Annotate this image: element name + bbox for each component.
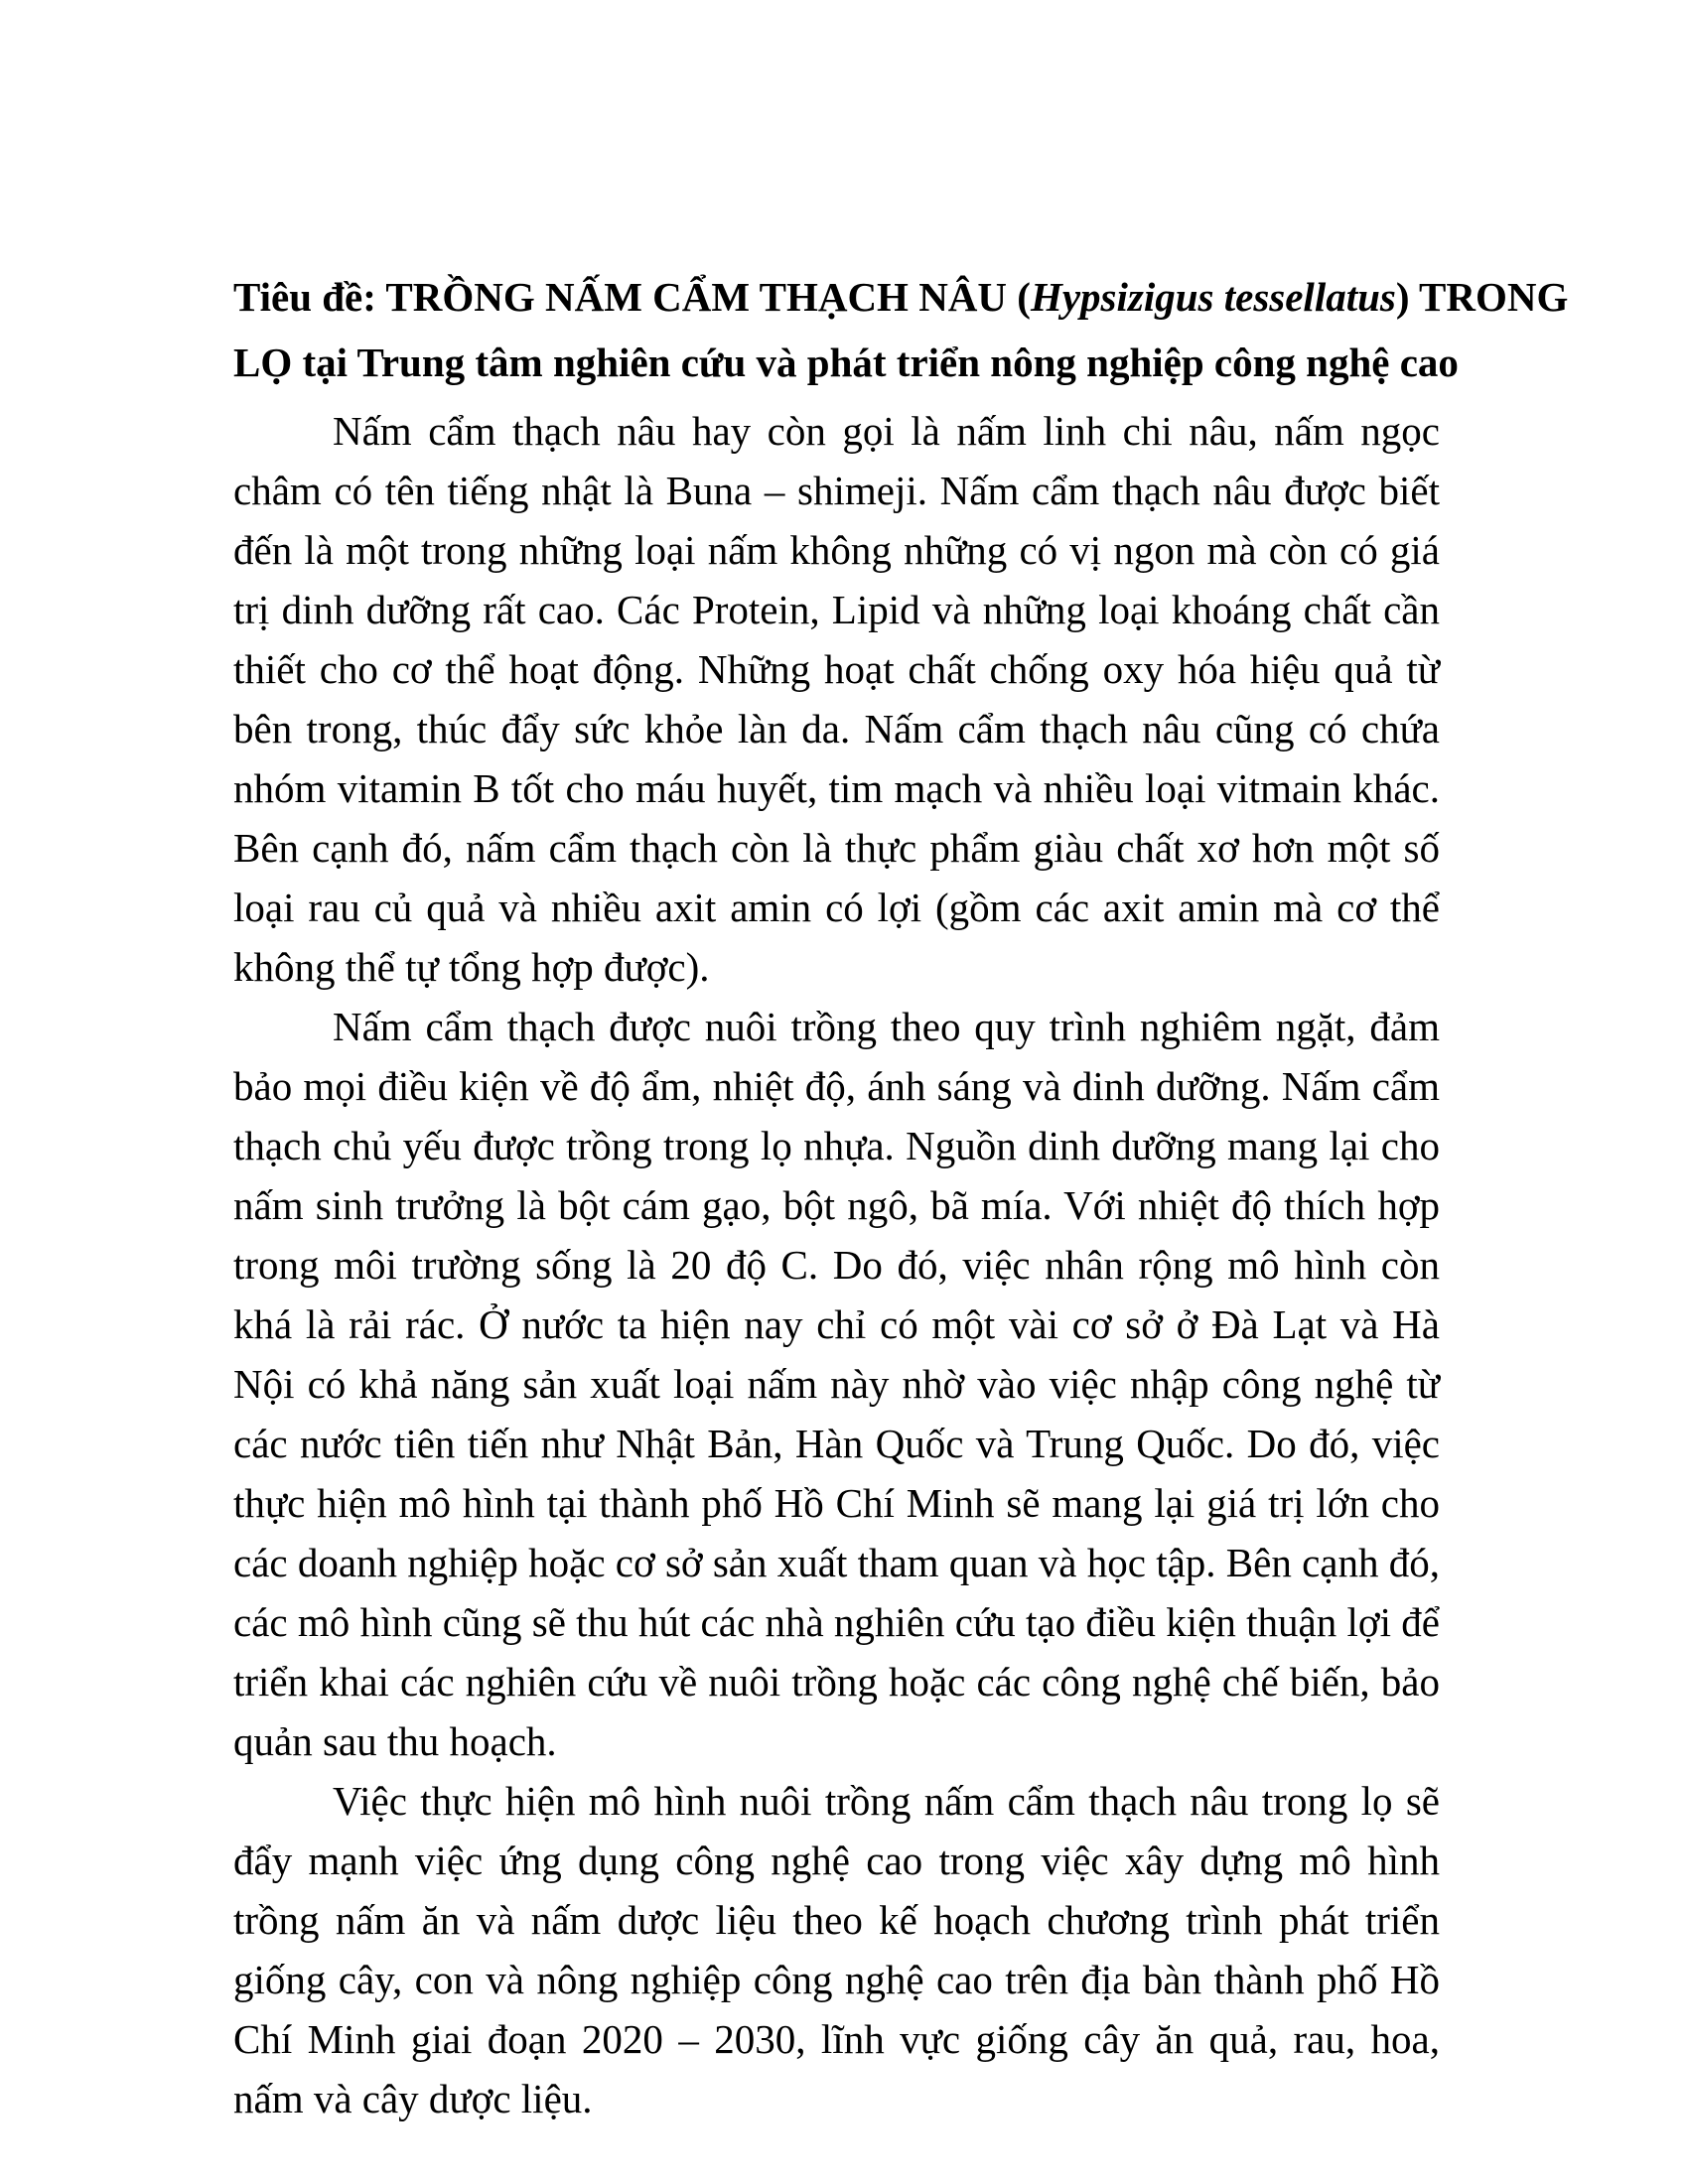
paragraph-intro-mushroom-description: Nấm cẩm thạch nâu hay còn gọi là nấm linh chi nâu, nấm ngọc châm có tên tiếng nhật là Buna – shimeji. Nấm cẩm thạch nâu được biết đến là một trong những loại nấm không những có vị ngon mà còn có giá trị dinh dưỡng rất cao. Các Protein, Lipid và những loại khoáng chất cần thiết cho cơ thể hoạt động. Những hoạt chất chống oxy hóa hiệu quả từ bên trong, thúc đẩy sức khỏe làn da. Nấm cẩm thạch nâu cũng có chứa nhóm vitamin B tốt cho máu huyết, tim mạch và nhiều loại vitmain khác. Bên cạnh đó, nấm cẩm thạch còn là thực phẩm giàu chất xơ hơn một số loại rau củ quả và nhiều axit amin có lợi (gồm các axit amin mà cơ thể không thể tự tổng hợp được). [233, 408, 1440, 990]
paragraph-model-implementation: Việc thực hiện mô hình nuôi trồng nấm cẩm thạch nâu trong lọ sẽ đẩy mạnh việc ứng dụng công nghệ cao trong việc xây dựng mô hình trồng nấm ăn và nấm dược liệu theo kế hoạch chương trình phát triển giống cây, con và nông nghiệp công nghệ cao trên địa bàn thành phố Hồ Chí Minh giai đoạn 2020 – 2030, lĩnh vực giống cây ăn quả, rau, hoa, nấm và cây dược liệu. [233, 1778, 1440, 2121]
title-line-1-prefix: Tiêu đề: TRỒNG NẤM CẨM THẠCH NÂU ( [233, 274, 1031, 320]
title-line-2: LỌ tại Trung tâm nghiên cứu và phát triển nông nghiệp công nghệ cao [233, 340, 1459, 385]
title-line-1 [233, 264, 1569, 330]
document-title [233, 264, 1569, 395]
title-line-1-suffix: ) TRONG [1395, 274, 1569, 320]
paragraph-cultivation-process: Nấm cẩm thạch được nuôi trồng theo quy trình nghiêm ngặt, đảm bảo mọi điều kiện về độ ẩm, nhiệt độ, ánh sáng và dinh dưỡng. Nấm cẩm thạch chủ yếu được trồng trong lọ nhựa. Nguồn dinh dưỡng mang lại cho nấm sinh trưởng là bột cám gạo, bột ngô, bã mía. Với nhiệt độ thích hợp trong môi trường sống là 20 độ C. Do đó, việc nhân rộng mô hình còn khá là rải rác. Ở nước ta hiện nay chỉ có một vài cơ sở ở Đà Lạt và Hà Nội có khả năng sản xuất loại nấm này nhờ vào việc nhập công nghệ từ các nước tiên tiến như Nhật Bản, Hàn Quốc và Trung Quốc. Do đó, việc thực hiện mô hình tại thành phố Hồ Chí Minh sẽ mang lại giá trị lớn cho các doanh nghiệp hoặc cơ sở sản xuất tham quan và học tập. Bên cạnh đó, các mô hình cũng sẽ thu hút các nhà nghiên cứu tạo điều kiện thuận lợi để triển khai các nghiên cứu về nuôi trồng hoặc các công nghệ chế biến, bảo quản sau thu hoạch. [233, 1004, 1440, 1764]
title-species-name: Hypsizigus tessellatus [1030, 274, 1396, 320]
